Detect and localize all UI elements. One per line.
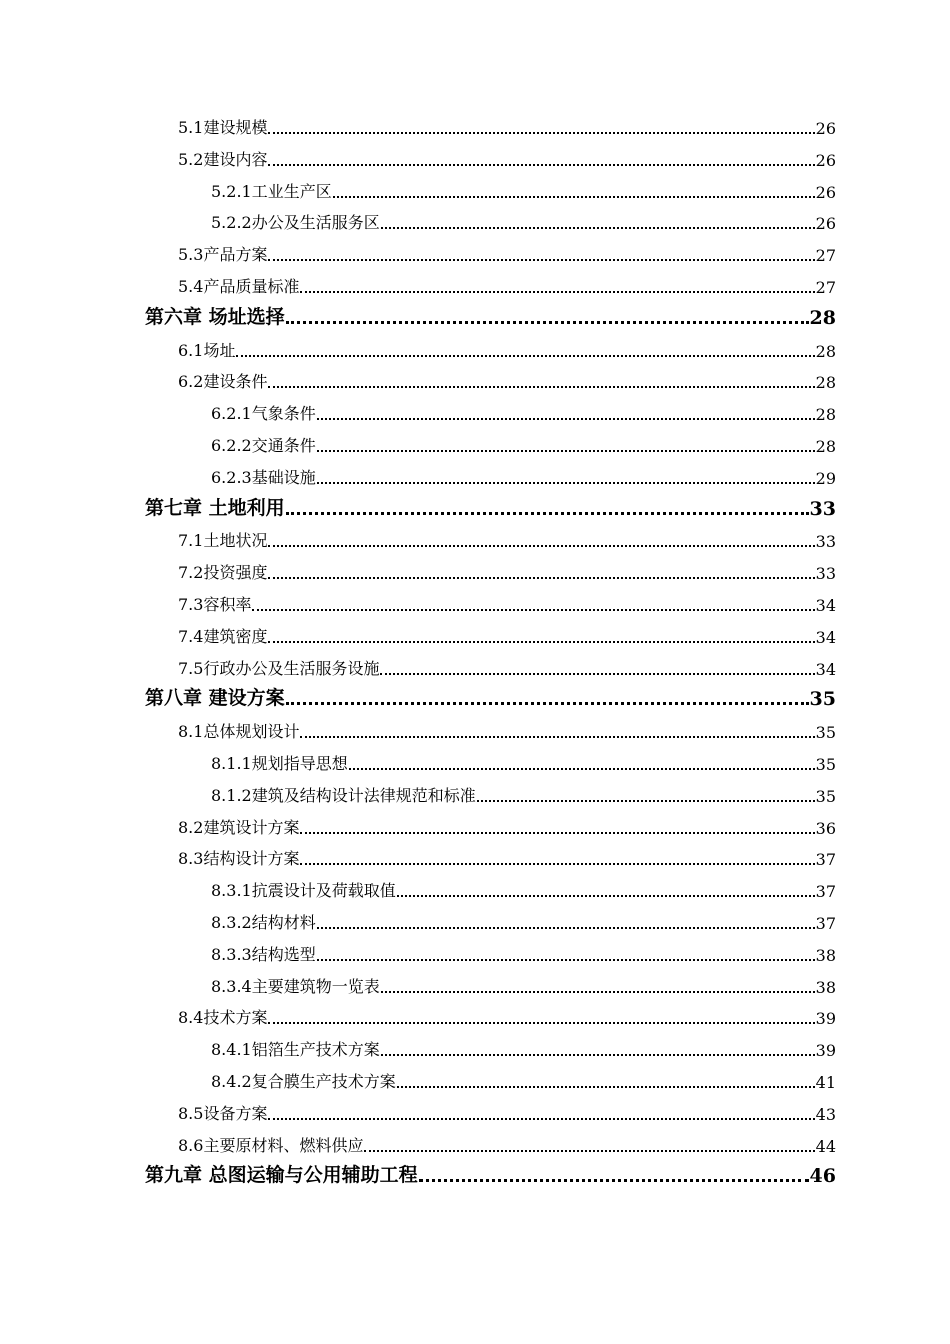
toc-dot-leader <box>268 164 814 166</box>
toc-section-entry[interactable] <box>178 810 836 838</box>
toc-section-entry[interactable] <box>178 1096 836 1124</box>
toc-entry-title: 7.5行政办公及生活服务设施 <box>178 658 380 678</box>
toc-dot-leader <box>397 1086 815 1088</box>
toc-entry-title: 7.4建筑密度 <box>178 626 268 646</box>
toc-entry-title: 第八章 建设方案 <box>145 687 285 710</box>
toc-page-number: 35 <box>809 688 836 711</box>
toc-chapter-entry[interactable] <box>145 301 836 329</box>
toc-page-number: 26 <box>815 214 836 234</box>
toc-entry-title: 第七章 土地利用 <box>145 496 285 519</box>
toc-section-entry[interactable] <box>178 1128 836 1156</box>
toc-section-entry[interactable] <box>211 873 836 901</box>
toc-page-number: 43 <box>815 1104 836 1124</box>
toc-entry-title: 7.2投资强度 <box>178 563 268 583</box>
toc-section-entry[interactable] <box>178 269 836 297</box>
toc-chapter-entry[interactable] <box>145 492 836 520</box>
toc-dot-leader <box>349 768 815 770</box>
toc-section-entry[interactable] <box>211 969 836 997</box>
toc-entry-title: 8.2建筑设计方案 <box>178 817 300 837</box>
toc-entry-title: 5.3产品方案 <box>178 245 268 265</box>
toc-entry-title: 7.1土地状况 <box>178 531 268 551</box>
toc-section-entry[interactable] <box>211 1064 836 1092</box>
toc-entry-title: 8.4.1铝箔生产技术方案 <box>211 1040 380 1060</box>
toc-entry-title: 8.3结构设计方案 <box>178 849 300 869</box>
toc-page-number: 46 <box>809 1165 836 1188</box>
toc-page-number: 38 <box>815 945 836 965</box>
toc-dot-leader <box>317 927 815 929</box>
toc-section-entry[interactable] <box>211 460 836 488</box>
toc-section-entry[interactable] <box>211 205 836 233</box>
toc-dot-leader <box>300 291 814 293</box>
toc-dot-leader <box>300 832 814 834</box>
toc-dot-leader <box>317 482 815 484</box>
toc-chapter-entry[interactable] <box>145 1159 836 1187</box>
toc-page-number: 26 <box>815 182 836 202</box>
toc-page-number: 35 <box>815 786 836 806</box>
toc-dot-leader <box>397 895 815 897</box>
toc-entry-title: 6.2建设条件 <box>178 372 268 392</box>
toc-section-entry[interactable] <box>178 587 836 615</box>
toc-page-number: 33 <box>815 532 836 552</box>
toc-entry-title: 8.6主要原材料、燃料供应 <box>178 1135 364 1155</box>
toc-section-entry[interactable] <box>178 110 836 138</box>
toc-page-number: 36 <box>815 818 836 838</box>
toc-entry-title: 6.1场址 <box>178 340 236 360</box>
toc-section-entry[interactable] <box>178 555 836 583</box>
toc-entry-title: 8.3.3结构选型 <box>211 944 316 964</box>
toc-page-number: 44 <box>815 1136 836 1156</box>
toc-section-entry[interactable] <box>211 778 836 806</box>
toc-dot-leader <box>317 959 815 961</box>
toc-dot-leader <box>300 736 814 738</box>
toc-page-number: 35 <box>815 755 836 774</box>
toc-dot-leader <box>381 1054 815 1056</box>
toc-dot-leader <box>286 512 809 515</box>
toc-dot-leader <box>317 450 815 452</box>
toc-page-number: 34 <box>815 596 836 615</box>
toc-entry-title: 5.4产品质量标准 <box>178 277 300 296</box>
toc-section-entry[interactable] <box>178 142 836 170</box>
toc-section-entry[interactable] <box>178 333 836 361</box>
toc-dot-leader <box>268 386 814 388</box>
toc-dot-leader <box>317 418 815 420</box>
toc-section-entry[interactable] <box>211 428 836 456</box>
toc-entry-title: 8.1.2建筑及结构设计法律规范和标准 <box>211 785 476 805</box>
toc-dot-leader <box>381 227 815 229</box>
toc-entry-title: 5.1建设规模 <box>178 118 268 137</box>
toc-entry-title: 6.2.3基础设施 <box>211 467 316 487</box>
toc-page-number: 39 <box>815 1041 836 1061</box>
toc-dot-leader <box>268 1118 814 1120</box>
toc-dot-leader <box>300 863 814 865</box>
toc-page-number: 28 <box>815 437 836 456</box>
toc-entry-title: 8.4技术方案 <box>178 1008 268 1028</box>
toc-entry-title: 第九章 总图运输与公用辅助工程 <box>145 1164 418 1187</box>
toc-section-entry[interactable] <box>211 746 836 774</box>
toc-section-entry[interactable] <box>211 174 836 202</box>
toc-page-number: 28 <box>815 373 836 393</box>
toc-dot-leader <box>381 991 815 993</box>
toc-entry-title: 8.3.2结构材料 <box>211 913 316 932</box>
toc-page-number: 37 <box>815 914 836 933</box>
toc-entry-title: 8.4.2复合膜生产技术方案 <box>211 1072 396 1091</box>
toc-section-entry[interactable] <box>178 651 836 679</box>
toc-dot-leader <box>286 321 809 324</box>
toc-page-number: 41 <box>815 1073 836 1092</box>
toc-dot-leader <box>268 259 814 261</box>
toc-section-entry[interactable] <box>178 237 836 265</box>
toc-section-entry[interactable] <box>178 619 836 647</box>
toc-section-entry[interactable] <box>211 937 836 965</box>
toc-entry-title: 5.2.1工业生产区 <box>211 181 332 201</box>
toc-dot-leader <box>268 1022 814 1024</box>
toc-dot-leader <box>364 1150 814 1152</box>
toc-dot-leader <box>268 577 814 579</box>
toc-dot-leader <box>380 673 814 675</box>
toc-page-number: 29 <box>815 468 836 488</box>
toc-section-entry[interactable] <box>178 841 836 869</box>
toc-entry-title: 6.2.2交通条件 <box>211 436 316 455</box>
toc-page-number: 26 <box>815 150 836 170</box>
toc-dot-leader <box>268 641 814 643</box>
toc-page-number: 39 <box>815 1009 836 1029</box>
toc-page-number: 33 <box>815 564 836 584</box>
toc-entry-title: 7.3容积率 <box>178 595 252 614</box>
toc-entry-title: 5.2建设内容 <box>178 149 268 169</box>
toc-section-entry[interactable] <box>211 396 836 424</box>
toc-page-number: 34 <box>815 659 836 679</box>
toc-dot-leader <box>268 132 814 134</box>
toc-page-number: 26 <box>815 119 836 138</box>
toc-chapter-entry[interactable] <box>145 682 836 710</box>
toc-page-number: 37 <box>815 850 836 870</box>
toc-section-entry[interactable] <box>178 1000 836 1028</box>
toc-entry-title: 8.3.1抗震设计及荷载取值 <box>211 881 396 901</box>
toc-page-number: 28 <box>815 405 836 425</box>
toc-section-entry[interactable] <box>178 523 836 551</box>
toc-section-entry[interactable] <box>178 364 836 392</box>
toc-dot-leader <box>333 196 815 198</box>
toc-page-number: 34 <box>815 627 836 647</box>
toc-dot-leader <box>236 355 814 357</box>
toc-dot-leader <box>252 609 814 611</box>
toc-dot-leader <box>419 1179 809 1182</box>
toc-entry-title: 5.2.2办公及生活服务区 <box>211 213 380 233</box>
toc-section-entry[interactable] <box>211 905 836 933</box>
toc-page-number: 37 <box>815 882 836 902</box>
toc-entry-title: 第六章 场址选择 <box>145 305 285 328</box>
toc-page-number: 28 <box>809 306 836 329</box>
toc-page-number: 27 <box>815 278 836 297</box>
toc-entry-title: 6.2.1气象条件 <box>211 404 316 424</box>
toc-entry-title: 8.3.4主要建筑物一览表 <box>211 976 380 996</box>
toc-entry-title: 8.1总体规划设计 <box>178 722 300 742</box>
toc-page-number: 27 <box>815 246 836 266</box>
toc-page-number: 28 <box>815 341 836 361</box>
toc-dot-leader <box>286 702 809 705</box>
toc-dot-leader <box>477 800 815 802</box>
toc-entry-title: 8.5设备方案 <box>178 1103 268 1123</box>
toc-section-entry[interactable] <box>211 1032 836 1060</box>
toc-entry-title: 8.1.1规划指导思想 <box>211 754 348 773</box>
toc-dot-leader <box>268 545 814 547</box>
toc-page-number: 38 <box>815 977 836 997</box>
toc-page-number: 35 <box>815 723 836 743</box>
toc-page-number: 33 <box>809 497 836 520</box>
toc-section-entry[interactable] <box>178 714 836 742</box>
